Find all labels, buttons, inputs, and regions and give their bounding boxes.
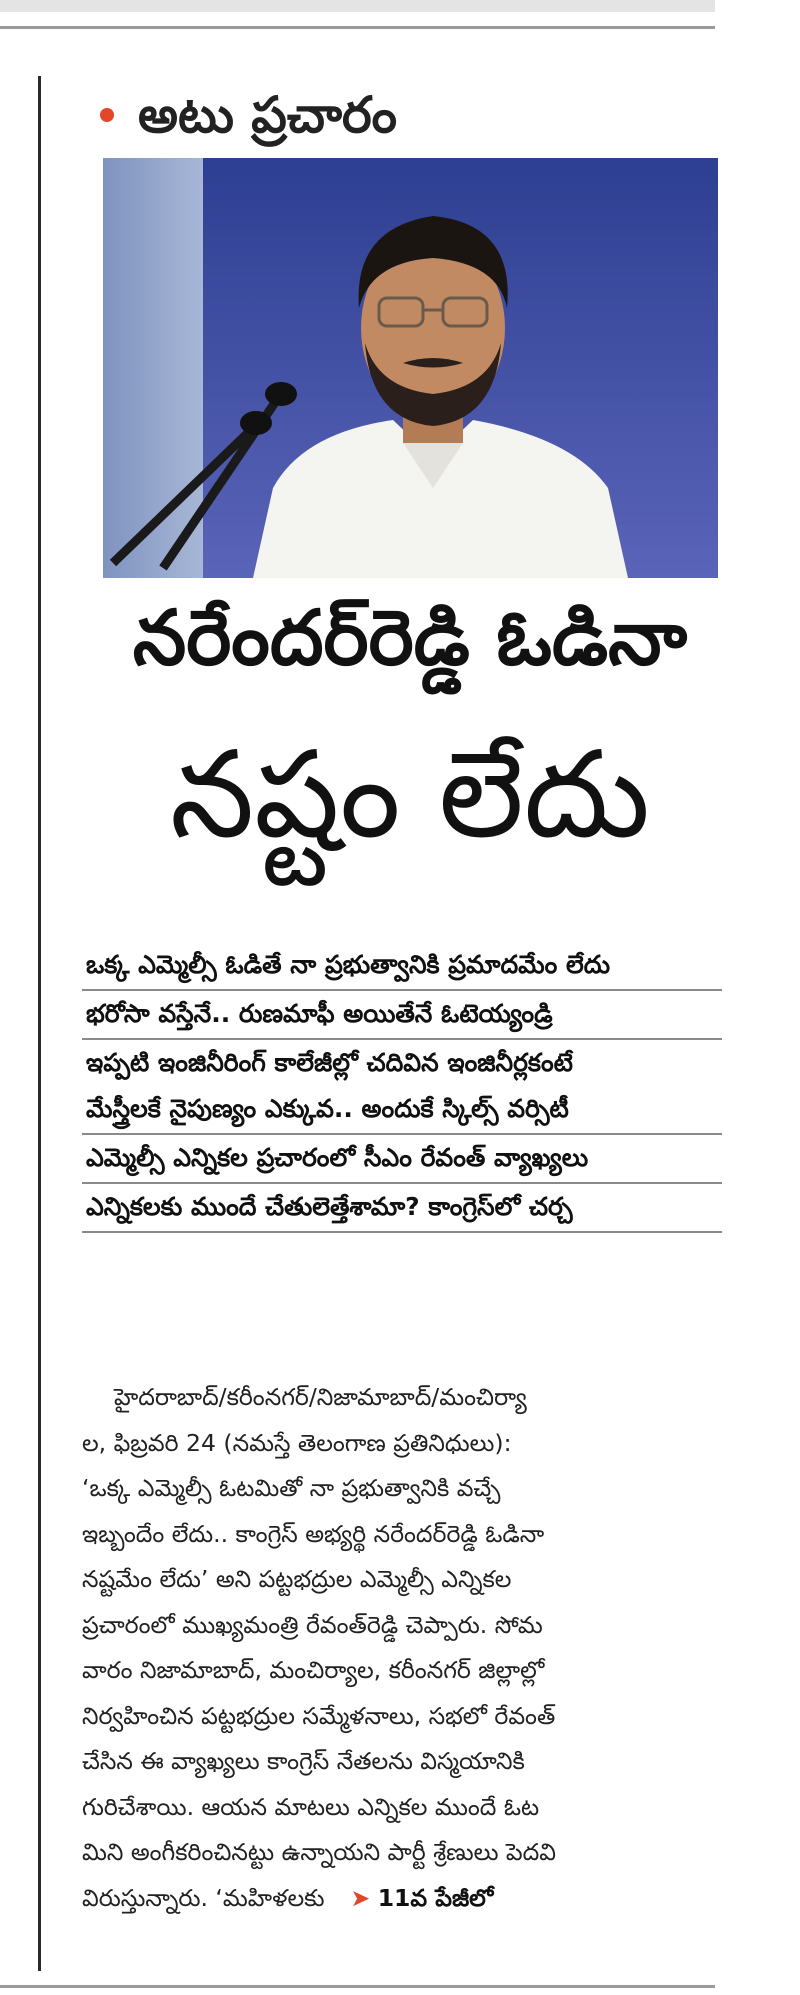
body-line: వారం నిజామాబాద్, మంచిర్యాల, కరీంనగర్ జిల్లాల్లో xyxy=(82,1656,545,1684)
headline-line-1: నరేందర్‌రెడ్డి ఓడినా xyxy=(132,593,688,682)
subhead-item: ఎమ్మెల్సీ ఎన్నికల ప్రచారంలో సీఎం రేవంత్ వ్యాఖ్యలు xyxy=(82,1135,722,1184)
continued-on-page[interactable]: 11వ పేజీలో xyxy=(377,1883,494,1912)
body-line: నష్టమేం లేదు’ అని పట్టభద్రుల ఎమ్మెల్సీ ఎన్నికల xyxy=(82,1565,512,1593)
continued-arrow-icon: ➤ xyxy=(350,1883,371,1912)
body-line: ల, ఫిబ్రవరి 24 (నమస్తే తెలంగాణ ప్రతినిధులు): xyxy=(82,1428,512,1457)
bottom-rule xyxy=(0,1985,715,1988)
subhead-item: భరోసా వస్తేనే.. రుణమాఫీ అయితేనే ఓటెయ్యండ్రి xyxy=(82,991,722,1040)
subhead-item: ఒక్క ఎమ్మెల్సీ ఓడితే నా ప్రభుత్వానికి ప్రమాదమేం లేదు xyxy=(82,942,722,991)
body-line: హైదరాబాద్/కరీంనగర్/నిజామాబాద్/మంచిర్యా xyxy=(114,1383,527,1411)
kicker-label: అటు ప్రచారం xyxy=(138,86,398,144)
subhead-item: ఎన్నికలకు ముందే చేతులెత్తేశామా? కాంగ్రెస్‌లో చర్చ xyxy=(82,1184,722,1233)
news-photo xyxy=(103,158,718,578)
subhead-item: ఇప్పటి ఇంజినీరింగ్ కాలేజీల్లో చదివిన ఇంజినీర్లకంటే xyxy=(86,1047,573,1077)
kicker xyxy=(100,80,397,150)
speaker-image xyxy=(103,158,718,578)
body-last-text: విరుస్తున్నారు. ‘మహిళలకు xyxy=(82,1883,325,1912)
subheads xyxy=(82,942,722,1233)
body-last-line xyxy=(82,1876,722,1922)
body-line: మిని అంగీకరించినట్టు ఉన్నాయని పార్టీ శ్రేణులు పెదవి xyxy=(82,1838,556,1866)
bullet-dot-icon xyxy=(100,108,114,122)
headline-line-2: నష్టం లేదు xyxy=(169,726,651,865)
body-line: ‘ఒక్క ఎమ్మెల్సీ ఓటమితో నా ప్రభుత్వానికి వచ్చే xyxy=(82,1474,501,1502)
article-body xyxy=(82,1375,722,1921)
body-line: చేసిన ఈ వ్యాఖ్యలు కాంగ్రెస్ నేతలను విస్మయానికి xyxy=(82,1747,525,1775)
top-rule xyxy=(0,26,715,29)
body-line: గురిచేశాయి. ఆయన మాటలు ఎన్నికల ముందే ఓట xyxy=(82,1792,540,1821)
subhead-item: మేస్త్రీలకే నైపుణ్యం ఎక్కువ.. అందుకే స్కిల్స్ వర్సిటీ xyxy=(82,1086,722,1135)
top-band xyxy=(0,0,715,12)
body-line: ప్రచారంలో ముఖ్యమంత్రి రేవంత్‌రెడ్డి చెప్పారు. సోమ xyxy=(82,1610,543,1639)
body-line: ఇబ్బందేం లేదు.. కాంగ్రెస్ అభ్యర్థి నరేందర్‌రెడ్డి ఓడినా xyxy=(82,1519,545,1548)
body-line: నిర్వహించిన పట్టభద్రుల సమ్మేళనాలు, సభలో రేవంత్ xyxy=(82,1701,556,1730)
column-rule xyxy=(38,76,41,1971)
